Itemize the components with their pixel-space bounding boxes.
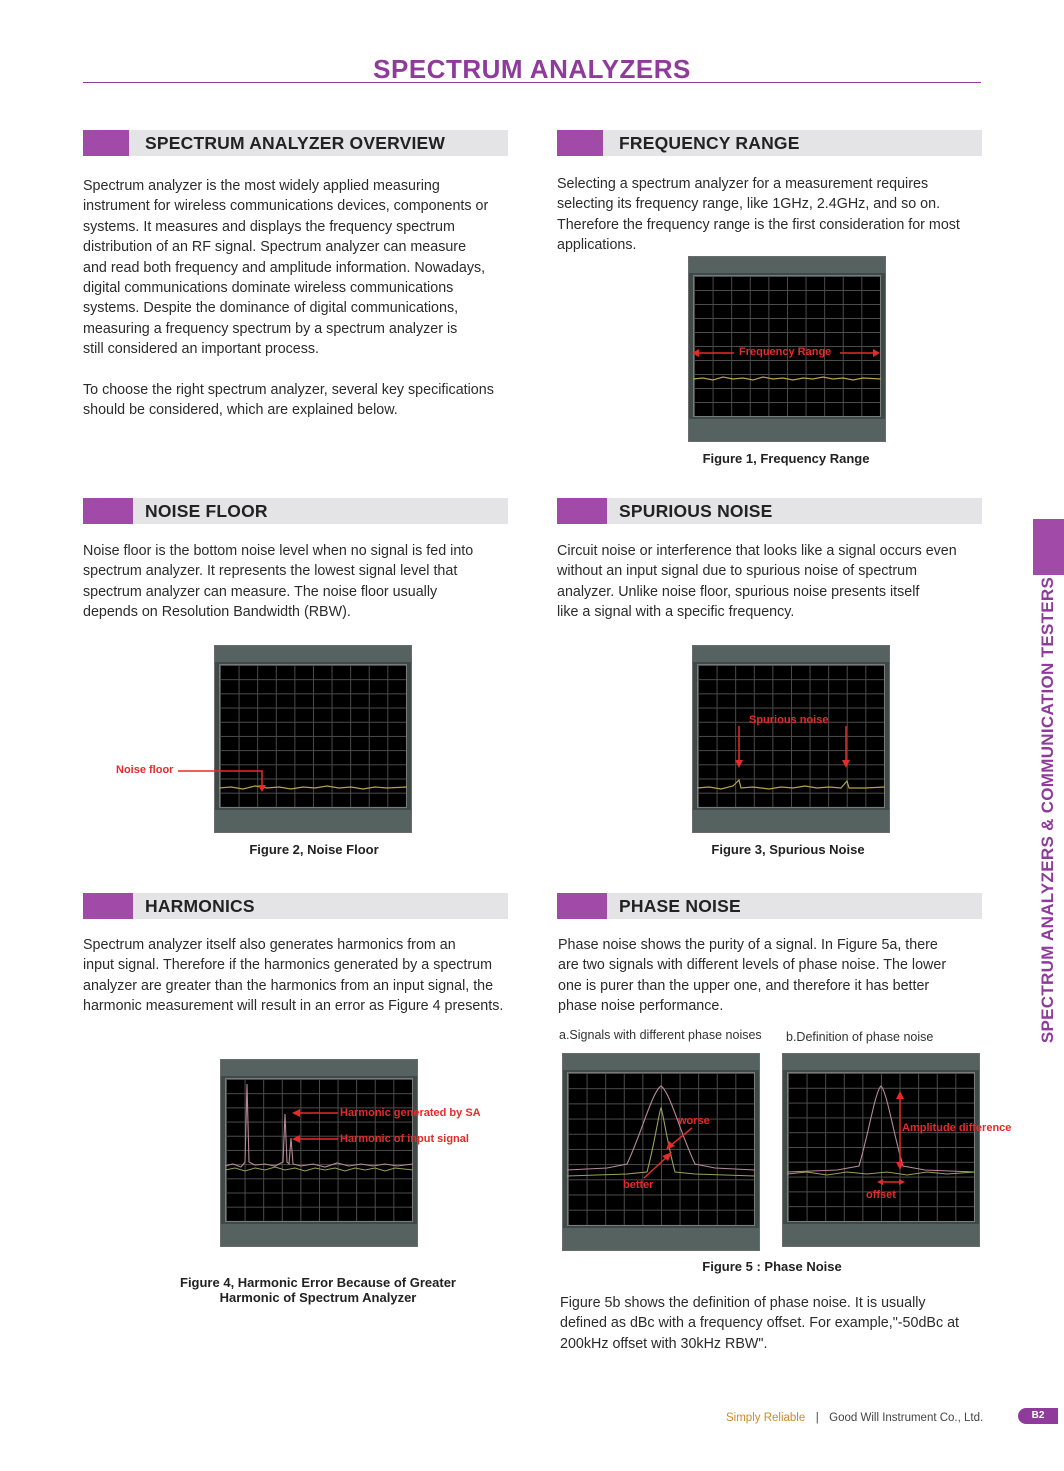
amplitude-annotation: Amplitude difference xyxy=(902,1122,1012,1134)
spurious-noise-paragraph xyxy=(557,541,997,623)
section-heading: SPURIOUS NOISE xyxy=(619,501,773,521)
header-accent-block xyxy=(557,893,607,919)
worse-annotation: worse xyxy=(678,1115,710,1127)
footer-separator: | xyxy=(815,1412,819,1424)
section-heading: NOISE FLOOR xyxy=(145,501,268,521)
footer-tagline: Simply Reliable xyxy=(726,1412,806,1424)
text-line: phase noise performance. xyxy=(558,998,724,1015)
section-header-phase-noise xyxy=(557,893,982,919)
text-line: harmonic measurement will result in an error as Figure 4 presents. xyxy=(83,998,504,1015)
header-accent-block xyxy=(83,893,133,919)
title-rule xyxy=(83,82,981,83)
noise-floor-paragraph xyxy=(83,541,523,623)
side-tab-label: SPECTRUM ANALYZERS & COMMUNICATION TESTERS xyxy=(1038,576,1057,1044)
text-line: like a signal with a specific frequency. xyxy=(557,604,795,621)
phase-noise-paragraph xyxy=(558,935,998,1017)
text-line: systems. It measures and displays the frequency spectrum xyxy=(83,218,455,235)
spurious-noise-annotation: Spurious noise xyxy=(749,714,829,726)
figure-5b-screen xyxy=(782,1053,1012,1247)
side-tab-marker xyxy=(1033,519,1064,575)
text-line: and read both frequency and amplitude information. Nowadays, xyxy=(83,259,486,276)
harmonic-sa-annotation: Harmonic generated by SA xyxy=(340,1107,481,1119)
section-header-noise-floor xyxy=(83,498,508,524)
phase-noise-paragraph-2 xyxy=(560,1293,1000,1354)
text-line: Circuit noise or interference that looks like a signal occurs even xyxy=(557,543,957,559)
text-line: selecting its frequency range, like 1GHz, 2.4GHz, and so on. xyxy=(557,196,941,213)
better-annotation: better xyxy=(623,1179,654,1191)
text-line: Noise floor is the bottom noise level when no signal is fed into xyxy=(83,543,474,559)
figure-3-caption: Figure 3, Spurious Noise xyxy=(711,842,865,857)
offset-annotation: offset xyxy=(866,1189,896,1201)
screen-header xyxy=(215,646,411,662)
text-line: analyzer are greater than the harmonics from an input signal, the xyxy=(83,977,494,994)
text-line: should be considered, which are explained below. xyxy=(83,402,398,419)
text-line: depends on Resolution Bandwidth (RBW). xyxy=(83,604,351,621)
text-line: analyzer. Unlike noise floor, spurious noise presents itself xyxy=(557,583,920,600)
screen-footer xyxy=(693,810,889,832)
header-accent-block xyxy=(83,498,133,524)
figure-4-caption xyxy=(150,1275,486,1305)
page-number-badge: B2 xyxy=(1018,1408,1058,1424)
text-line: measuring a frequency spectrum by a spectrum analyzer is xyxy=(83,320,458,337)
text-line: To choose the right spectrum analyzer, several key specifications xyxy=(83,382,494,398)
text-line: Therefore the frequency range is the first consideration for most xyxy=(557,216,960,233)
screen-header xyxy=(689,257,885,273)
better-arrow xyxy=(640,1150,676,1180)
noise-floor-arrow xyxy=(176,764,270,794)
screen-header xyxy=(783,1054,979,1070)
figure-1-caption: Figure 1, Frequency Range xyxy=(702,451,870,466)
footer xyxy=(726,1408,983,1426)
page-title: SPECTRUM ANALYZERS xyxy=(373,54,691,84)
text-line: Selecting a spectrum analyzer for a measurement requires xyxy=(557,176,929,192)
frequency-range-paragraph xyxy=(557,174,997,256)
text-line: Spectrum analyzer is the most widely applied measuring xyxy=(83,178,440,194)
harmonic-trace xyxy=(225,1078,413,1222)
text-line: digital communications dominate wireless communications xyxy=(83,280,454,297)
text-line: spectrum analyzer can measure. The noise floor usually xyxy=(83,583,438,600)
figure-4-screen xyxy=(220,1059,418,1247)
caption-line: Harmonic of Spectrum Analyzer xyxy=(219,1290,417,1305)
text-line: Figure 5b shows the definition of phase noise. It is usually xyxy=(560,1295,926,1311)
figure-2-screen xyxy=(214,645,412,833)
amplitude-offset-arrows xyxy=(893,1090,907,1190)
figure-5a-label: a.Signals with different phase noises xyxy=(559,1028,762,1042)
offset-arrow xyxy=(876,1176,906,1188)
figure-2-caption: Figure 2, Noise Floor xyxy=(249,842,379,857)
screen-header xyxy=(563,1054,759,1070)
text-line: input signal. Therefore if the harmonics generated by a spectrum xyxy=(83,957,493,974)
screen-header xyxy=(693,646,889,662)
footer-company: Good Will Instrument Co., Ltd. xyxy=(829,1412,984,1424)
harmonics-arrows xyxy=(290,1106,340,1146)
screen-footer xyxy=(563,1228,759,1250)
text-line: instrument for wireless communications devices, components or xyxy=(83,198,489,215)
section-heading: HARMONICS xyxy=(145,896,255,916)
overview-paragraph-2 xyxy=(83,380,523,421)
caption-line: Figure 4, Harmonic Error Because of Greater xyxy=(180,1275,456,1290)
section-heading: PHASE NOISE xyxy=(619,896,741,916)
worse-arrow xyxy=(660,1126,696,1152)
section-heading: SPECTRUM ANALYZER OVERVIEW xyxy=(145,133,446,153)
frequency-range-annotation: Frequency Range xyxy=(739,346,832,358)
harmonic-input-annotation: Harmonic of input signal xyxy=(340,1133,469,1145)
screen-header xyxy=(221,1060,417,1076)
text-line: Spectrum analyzer itself also generates harmonics from an xyxy=(83,937,456,953)
text-line: defined as dBc with a frequency offset. For example,"-50dBc at xyxy=(560,1315,959,1332)
section-header-harmonics xyxy=(83,893,508,919)
text-line: still considered an important process. xyxy=(83,341,320,358)
header-accent-block xyxy=(557,130,603,156)
section-header-spurious-noise xyxy=(557,498,982,524)
text-line: spectrum analyzer. It represents the lowest signal level that xyxy=(83,563,458,580)
harmonics-paragraph xyxy=(83,935,533,1017)
text-line: are two signals with different levels of phase noise. The lower xyxy=(558,957,947,974)
figure-5-caption: Figure 5 : Phase Noise xyxy=(702,1259,842,1274)
screen-footer xyxy=(221,1224,417,1246)
screen-footer xyxy=(689,419,885,441)
text-line: systems. Despite the dominance of digital communications, xyxy=(83,300,459,317)
text-line: applications. xyxy=(557,237,637,254)
noise-floor-annotation: Noise floor xyxy=(116,764,174,776)
overview-paragraph xyxy=(83,176,523,360)
section-heading: FREQUENCY RANGE xyxy=(619,133,800,153)
spurious-noise-arrows xyxy=(730,724,854,770)
section-header-frequency-range xyxy=(557,130,982,156)
text-line: Phase noise shows the purity of a signal. In Figure 5a, there xyxy=(558,937,938,953)
text-line: one is purer than the upper one, and therefore it has better xyxy=(558,977,930,994)
screen-footer xyxy=(783,1224,979,1246)
header-accent-block xyxy=(557,498,607,524)
screen-footer xyxy=(215,810,411,832)
header-accent-block xyxy=(83,130,129,156)
text-line: without an input signal due to spurious noise of spectrum xyxy=(557,563,918,580)
text-line: 200kHz offset with 30kHz RBW". xyxy=(560,1335,768,1352)
figure-5b-label: b.Definition of phase noise xyxy=(786,1030,934,1044)
section-header-overview xyxy=(83,130,508,156)
text-line: distribution of an RF signal. Spectrum analyzer can measure xyxy=(83,239,467,256)
